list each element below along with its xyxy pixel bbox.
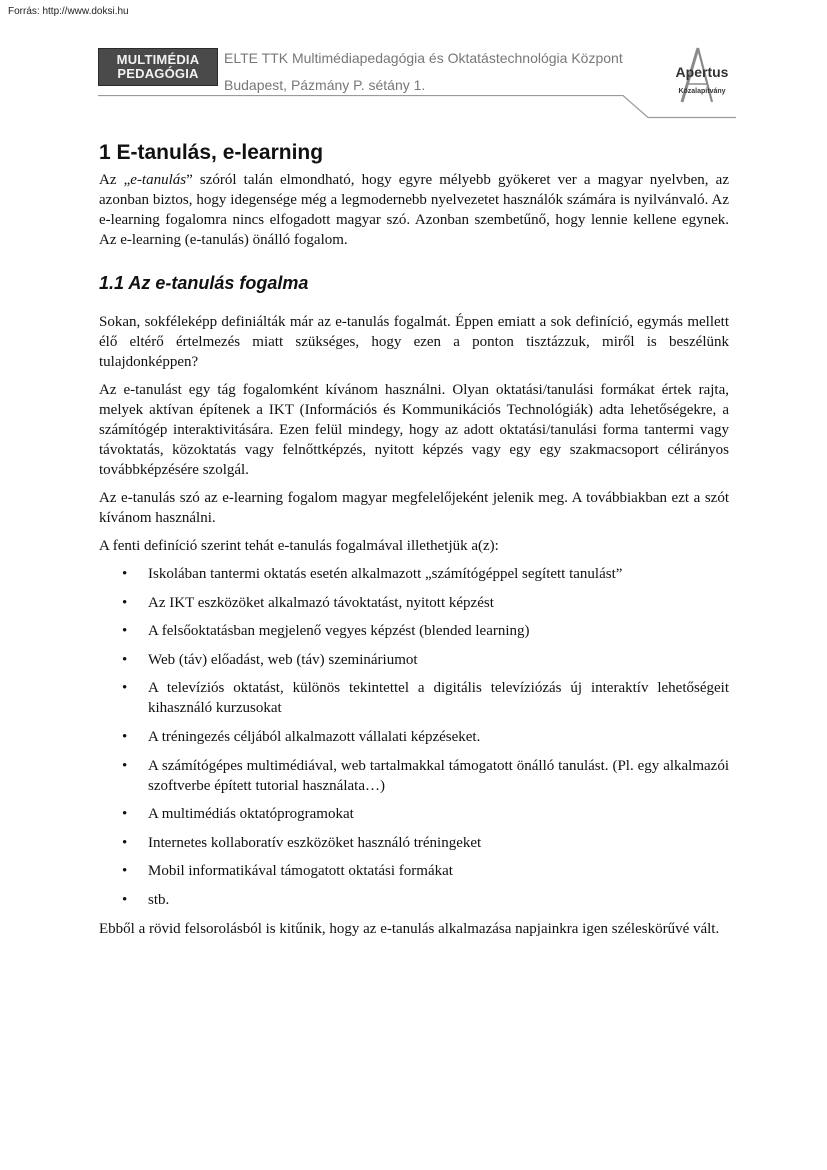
section-title: 1.1 Az e-tanulás fogalma — [99, 273, 309, 293]
section-paragraph: A fenti definíció szerint tehát e-tanulás fogalmával illethetjük a(z): — [99, 538, 499, 554]
logo-left-line1: MULTIMÉDIA — [116, 52, 200, 67]
list-item: • Web (táv) előadást, web (táv) szemináriumot — [122, 651, 418, 668]
header-divider — [98, 95, 738, 121]
list-item: • A multimédiás oktatóprogramokat — [122, 806, 354, 823]
bullet-icon: • — [122, 834, 128, 851]
bullet-icon: • — [122, 757, 128, 774]
source-label: Forrás: http://www.doksi.hu — [8, 6, 129, 17]
chapter-title: 1 E-tanulás, e-learning — [99, 141, 324, 164]
logo-left-line2: PEDAGÓGIA — [117, 66, 199, 81]
bullet-icon: • — [122, 680, 128, 697]
apertus-logo-sub: Közalapítvány — [678, 88, 726, 95]
list-item: • A felsőoktatásban megjelenő vegyes képzést (blended learning) — [122, 623, 530, 640]
bullet-icon: • — [122, 623, 128, 640]
list-item: • A televíziós oktatást, különös tekintettel a digitális televíziózás új interaktív lehetőségeit kihasználó kurzusokat — [122, 680, 729, 717]
list-item: • Iskolában tantermi oktatás esetén alkalmazott „számítógéppel segített tanulást” — [122, 566, 623, 582]
list-item: • Az IKT eszközöket alkalmazó távoktatást, nyitott képzést — [122, 594, 494, 611]
bullet-icon: • — [122, 594, 128, 611]
bullet-icon: • — [122, 651, 128, 668]
list-item: • A számítógépes multimédiával, web tartalmakkal támogatott önálló tanulást. (Pl. egy alkalmazói szoftverbe épített tutorial használata…) — [122, 757, 729, 794]
chapter-intro: Az „e-tanulás” szóról talán elmondható, hogy egyre mélyebb gyökeret ver a magyar nyelvben, az azonban biztos, hogy idegensége még a legmodernebb nyelvezetet használók számára is nyilvánvaló. Az e-learning fogalomra nincs elfogadott magyar szó. Azonban szembetűnő, hogy lennie kellene egynek. Az e-learning (e-tanulás) önálló fogalom. — [99, 172, 729, 248]
apertus-logo-name: Apertus — [675, 64, 729, 80]
list-item: • Internetes kollaboratív eszközöket használó tréningeket — [122, 834, 482, 851]
term-e-tanulas: e-tanulás — [130, 172, 187, 188]
multimedia-pedagogia-logo — [98, 48, 218, 86]
header-address: Budapest, Pázmány P. sétány 1. — [224, 77, 426, 93]
bullet-icon: • — [122, 566, 128, 582]
header-org-name: ELTE TTK Multimédiapedagógia és Oktatástechnológia Központ — [224, 50, 623, 66]
list-item: • stb. — [122, 891, 170, 908]
section-paragraph: Sokan, sokféleképp definiálták már az e-tanulás fogalmát. Éppen emiatt a sok definíció, egymás mellett élő eltérő értelmezés miatt szükséges, hogy ezen a ponton tisztázzuk, miről is beszélünk tulajdonképpen? — [99, 314, 729, 370]
bullet-icon: • — [122, 728, 128, 745]
section-paragraph: Az e-tanulás szó az e-learning fogalom magyar megfelelőjeként jelenik meg. A továbbiakban ezt a szót kívánom használni. — [99, 490, 729, 526]
e-learning-forms-list — [99, 564, 729, 910]
closing-paragraph: Ebből a rövid felsorolásból is kitűnik, hogy az e-tanulás alkalmazása napjainkra igen széleskörűvé vált. — [99, 920, 720, 937]
bullet-icon: • — [122, 863, 128, 880]
document-body — [99, 140, 729, 947]
apertus-logo — [668, 46, 736, 106]
list-item: • A tréningezés céljából alkalmazott vállalati képzéseket. — [122, 728, 481, 745]
bullet-icon: • — [122, 806, 128, 823]
section-paragraph: Az e-tanulást egy tág fogalomként kívánom használni. Olyan oktatási/tanulási formákat értek rajta, melyek aktívan építenek a IKT (Információs és Kommunikációs Technológiák) adta lehetőségekre, a számítógép interaktivitására. Ezen felül mindegy, hogy az adott oktatási/tanulási forma tantermi vagy távoktatás, közoktatás vagy felnőttképzés, nyitott képzés vagy egy egy szakmacsoport célirányos továbbképzésére szolgál. — [99, 382, 729, 478]
bullet-icon: • — [122, 891, 128, 908]
list-item: • Mobil informatikával támogatott oktatási formákat — [122, 863, 453, 880]
